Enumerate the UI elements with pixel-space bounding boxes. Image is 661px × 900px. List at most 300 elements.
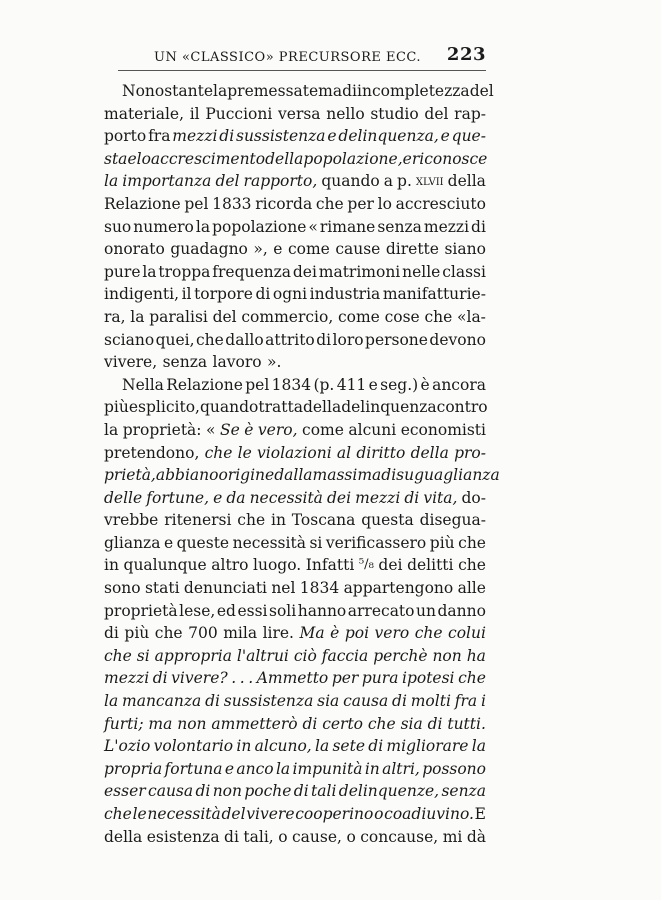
word: o [374,805,384,823]
text-line [104,103,486,126]
word: non [212,782,243,801]
word: ogni [272,285,308,304]
word: la [315,737,330,756]
text-line [104,80,494,103]
text-line [104,735,486,758]
word: pure [104,262,141,281]
word: diritto [356,443,406,462]
word: di [224,827,239,846]
word: e [327,127,337,146]
word: fortune, [146,488,210,507]
word: in [364,759,380,778]
page-number: 223 [446,44,486,65]
word: », [253,240,268,259]
word: devono [429,330,486,349]
word: della [265,149,304,168]
word: torpore [194,285,253,304]
word: dà [466,827,486,846]
word: Ammetto [256,669,329,688]
word: di [104,624,119,643]
word: popolazione [212,217,307,236]
word: come [287,240,330,259]
text-line [104,329,486,352]
word: accrescimento [150,149,266,168]
word: do- [461,488,486,507]
word: senza [377,217,422,236]
word: sia [317,692,340,711]
word: luogo. [253,556,302,575]
word: che [458,556,486,575]
word: disuguaglianza [381,466,500,485]
word: esplicito, [128,398,200,417]
text-line [104,667,486,690]
word: della [447,172,486,191]
word: tali, [243,827,274,846]
text-line [104,261,486,284]
text-line [104,374,486,397]
word: la [213,82,228,100]
word: mancanza [122,692,202,711]
word: è [420,375,430,394]
word: vivere [246,805,295,823]
word: delitti [407,556,454,575]
word: vita, [423,488,458,507]
word: di [152,669,168,688]
body-text [104,80,500,848]
word: 1833 [212,194,252,213]
word: rimane [319,217,376,236]
word: lo [377,194,392,213]
word: cause [335,240,381,259]
word: la [195,217,211,236]
text-line [104,713,486,736]
word: volontario [153,737,234,756]
word: per [347,194,374,213]
word: industria [309,285,381,304]
text-line [104,464,500,487]
word: in [104,556,119,575]
word: in [270,511,286,530]
word: quando [199,398,259,417]
word: soli [269,601,297,620]
word: che [424,307,453,326]
text-line [104,170,486,193]
word: l'altrui [236,646,289,665]
word: persone [365,330,428,349]
word: p. [397,172,412,191]
word: Puccioni [205,104,273,123]
word: manifatturie- [382,285,486,304]
word: propria [104,759,163,778]
text-line [104,216,486,239]
word: causa [148,782,194,801]
word: un [416,601,436,620]
word: dallo [225,330,264,349]
word: «la- [457,307,486,326]
word: di [255,285,271,304]
word: studio [370,104,419,123]
word: e [368,375,378,394]
word: dalla [274,466,313,485]
word: ammetterò [211,714,298,733]
text-line [104,532,486,555]
word: quei, [155,330,195,349]
word: vivere? [171,669,228,688]
word: e [440,127,450,146]
word: in [236,737,252,756]
word: lese, [179,601,216,620]
text-line [104,351,486,374]
word: fra [454,692,478,711]
text-line [104,193,486,216]
word: ipotesi [401,669,455,688]
word: disegua- [419,511,486,530]
text-line [104,577,486,600]
word: migliorare [386,737,469,756]
word: Ma [299,624,325,643]
word: sete [332,737,365,756]
word: riconosce [411,149,488,168]
running-head: UN «CLASSICO» PRECURSORE ECC. [154,50,422,65]
word: tema [302,82,343,100]
word: del [469,82,494,100]
word: pel [245,375,270,394]
word: E [474,805,486,823]
page-header [118,44,486,68]
text-line [104,148,486,171]
word: di [392,692,407,711]
word: sussistenza [223,692,314,711]
word: di [368,737,384,756]
word: rapporto, [243,172,318,191]
word: la [142,262,157,281]
word: i [480,692,486,711]
word: ma [148,714,173,733]
word: pro- [454,443,486,462]
word: di [205,692,220,711]
word: delle [104,488,143,507]
text-line [104,487,486,510]
word: e [213,488,223,507]
word: incompletezza [357,82,470,100]
word: attrito [265,330,315,349]
word: non [432,646,462,665]
word: indigenti, [104,285,180,304]
word: della [104,827,143,846]
word: mezzi [355,488,401,507]
word: ancora [432,375,486,394]
word: le [237,443,252,462]
word: alcuni [348,420,397,439]
word: lavoro [212,353,262,372]
word: nel [271,579,296,598]
word: siano [444,240,486,259]
word: che [414,624,443,643]
word: ritenersi [164,511,232,530]
word: come [302,420,344,439]
word: materiale, [104,104,185,123]
word: faccia [321,646,369,665]
word: queste [176,533,230,552]
word: Relazione [104,194,181,213]
word: 1834 [299,579,340,598]
word: matrimoni [318,262,401,281]
word: « [308,217,318,236]
word: guadagno [170,240,248,259]
word: . [231,669,237,688]
word: appartengono [343,579,454,598]
word: che [458,669,486,688]
word: alle [457,579,486,598]
text-line [104,419,486,442]
word: Nonostante [122,82,214,100]
word: non [177,714,207,733]
word: vrebbe [104,511,159,530]
text-line [104,758,486,781]
word: que- [451,127,486,146]
word: che [196,330,224,349]
word: la [471,737,486,756]
word: di [195,782,211,801]
word: che [154,624,183,643]
word: versa [278,104,321,123]
word: Toscana [291,511,356,530]
word: si [136,646,150,665]
word: mezzi [423,217,470,236]
word: alcuno, [254,737,312,756]
word: appropria [154,646,232,665]
text-line [104,600,486,623]
word: che [458,533,486,552]
word: L'ozio [104,737,151,756]
word: mezzi [172,127,218,146]
word: esser [104,782,146,801]
word: . [248,669,254,688]
word: « [206,420,216,439]
text-line [104,283,486,306]
word: la [104,692,119,711]
word: causa [343,692,389,711]
word: seg.) [380,375,419,394]
word: di [342,82,357,100]
word: questa [361,511,414,530]
word: e [163,533,174,552]
word: origine [218,466,275,485]
word: dirette [385,240,439,259]
word: premessa [227,82,303,100]
word: il [181,285,192,304]
word: dei [292,262,317,281]
text-line [104,803,486,826]
word: di [471,217,486,236]
word: 1834 [271,375,312,394]
word: nelle [402,262,441,281]
word: perchè [373,646,428,665]
word: delinquenza, [338,127,439,146]
word: altri, [382,759,420,778]
word: glianza [104,533,161,552]
word: Se [219,420,240,439]
word: anco [236,759,274,778]
word: proprietà: [122,420,202,439]
text-line [104,780,486,803]
word: 411 [336,375,367,394]
word: necessità [249,488,323,507]
word: Infatti [305,556,355,575]
word: e [224,759,234,778]
word: importanza [122,172,212,191]
word: è [330,624,340,643]
word: commercio, [241,307,334,326]
word: del [212,307,237,326]
text-line [104,396,486,419]
word: che [104,646,132,665]
word: la [104,420,119,439]
word: esistenza [146,827,220,846]
text-line [104,238,486,261]
word: quando [321,172,380,191]
word: ha [466,646,486,665]
word: fortuna [164,759,223,778]
word: la [104,172,119,191]
word: massima [312,466,382,485]
word: della [302,398,342,417]
word: la [275,759,291,778]
word: che [315,194,344,213]
word: loro [332,330,364,349]
word: da [226,488,246,507]
word: che [104,805,132,823]
word: tali [311,782,337,801]
word: coadiuvino. [384,805,474,823]
word: e [273,240,283,259]
word: del [424,104,449,123]
word: fra [148,127,171,146]
word: al [336,443,352,462]
word: Relazione [166,375,243,394]
word: necessità [232,533,306,552]
word: violazioni [257,443,332,462]
text-line [104,645,486,668]
word: sia [400,714,423,733]
word: . [239,669,245,688]
word: molti [410,692,451,711]
word: più [124,624,150,643]
word: di [219,127,235,146]
word: di [316,330,332,349]
word: mezzi [104,669,150,688]
word: mi [442,827,463,846]
word: cose [384,307,420,326]
word: furti; [104,714,144,733]
word: pretendono, [104,443,200,462]
word: sciano [104,330,155,349]
word: popolazione, [303,149,403,168]
word: colui [448,624,486,643]
word: vivere, [104,353,158,372]
word: cooperino [295,805,374,823]
word: verificassero [325,533,427,552]
word: ricorda [255,194,313,213]
word: più [104,398,129,417]
word: di [293,782,309,801]
word: di [404,488,420,507]
word: contro [436,398,488,417]
word: tutti. [447,714,486,733]
word: denunciati [183,579,267,598]
word: della [410,443,449,462]
word: come [337,307,380,326]
word: per [331,669,359,688]
word: impunità [292,759,363,778]
word: sussistenza [236,127,326,146]
word: altro [211,556,249,575]
word: porto [104,127,147,146]
word: dei [378,556,403,575]
word: xlvii [415,173,444,190]
word: lo [136,149,151,168]
word: 700 [188,624,218,643]
word: di [427,714,443,733]
word: ra, [104,307,126,326]
word: onorato [104,240,165,259]
word: vero, [257,420,298,439]
word: delinquenza [341,398,437,417]
word: accresciuto [395,194,486,213]
word: prietà, [104,466,156,485]
word: mila [223,624,258,643]
word: senza [162,353,208,372]
word: poche [244,782,292,801]
word: pura [361,669,399,688]
text-line [104,306,486,329]
word: dei [327,488,352,507]
word: le [132,805,147,823]
word: che [204,443,233,462]
word: Nella [122,375,164,394]
word: numero [133,217,194,236]
text-line [104,442,486,465]
word: a [383,172,393,191]
word: possono [422,759,486,778]
word: di [302,714,318,733]
word: sono [104,579,141,598]
word: ⁵/₈ [358,557,374,573]
word: economisti [400,420,486,439]
text-line [104,690,486,713]
word: essi [237,601,268,620]
word: senza [441,782,486,801]
word: ed [216,601,236,620]
word: suo [104,217,132,236]
word: o [278,827,288,846]
word: nello [326,104,365,123]
word: danno [437,601,486,620]
header-rule [118,70,486,71]
word: paralisi [149,307,208,326]
word: classi [442,262,486,281]
text-line [104,622,486,645]
word: e [127,149,137,168]
word: abbiano [155,466,219,485]
word: proprietà [104,601,178,620]
word: ciò [293,646,317,665]
word: del [221,805,246,823]
text-line [104,509,486,532]
word: o [346,827,356,846]
word: che [237,511,266,530]
word: troppa [158,262,211,281]
